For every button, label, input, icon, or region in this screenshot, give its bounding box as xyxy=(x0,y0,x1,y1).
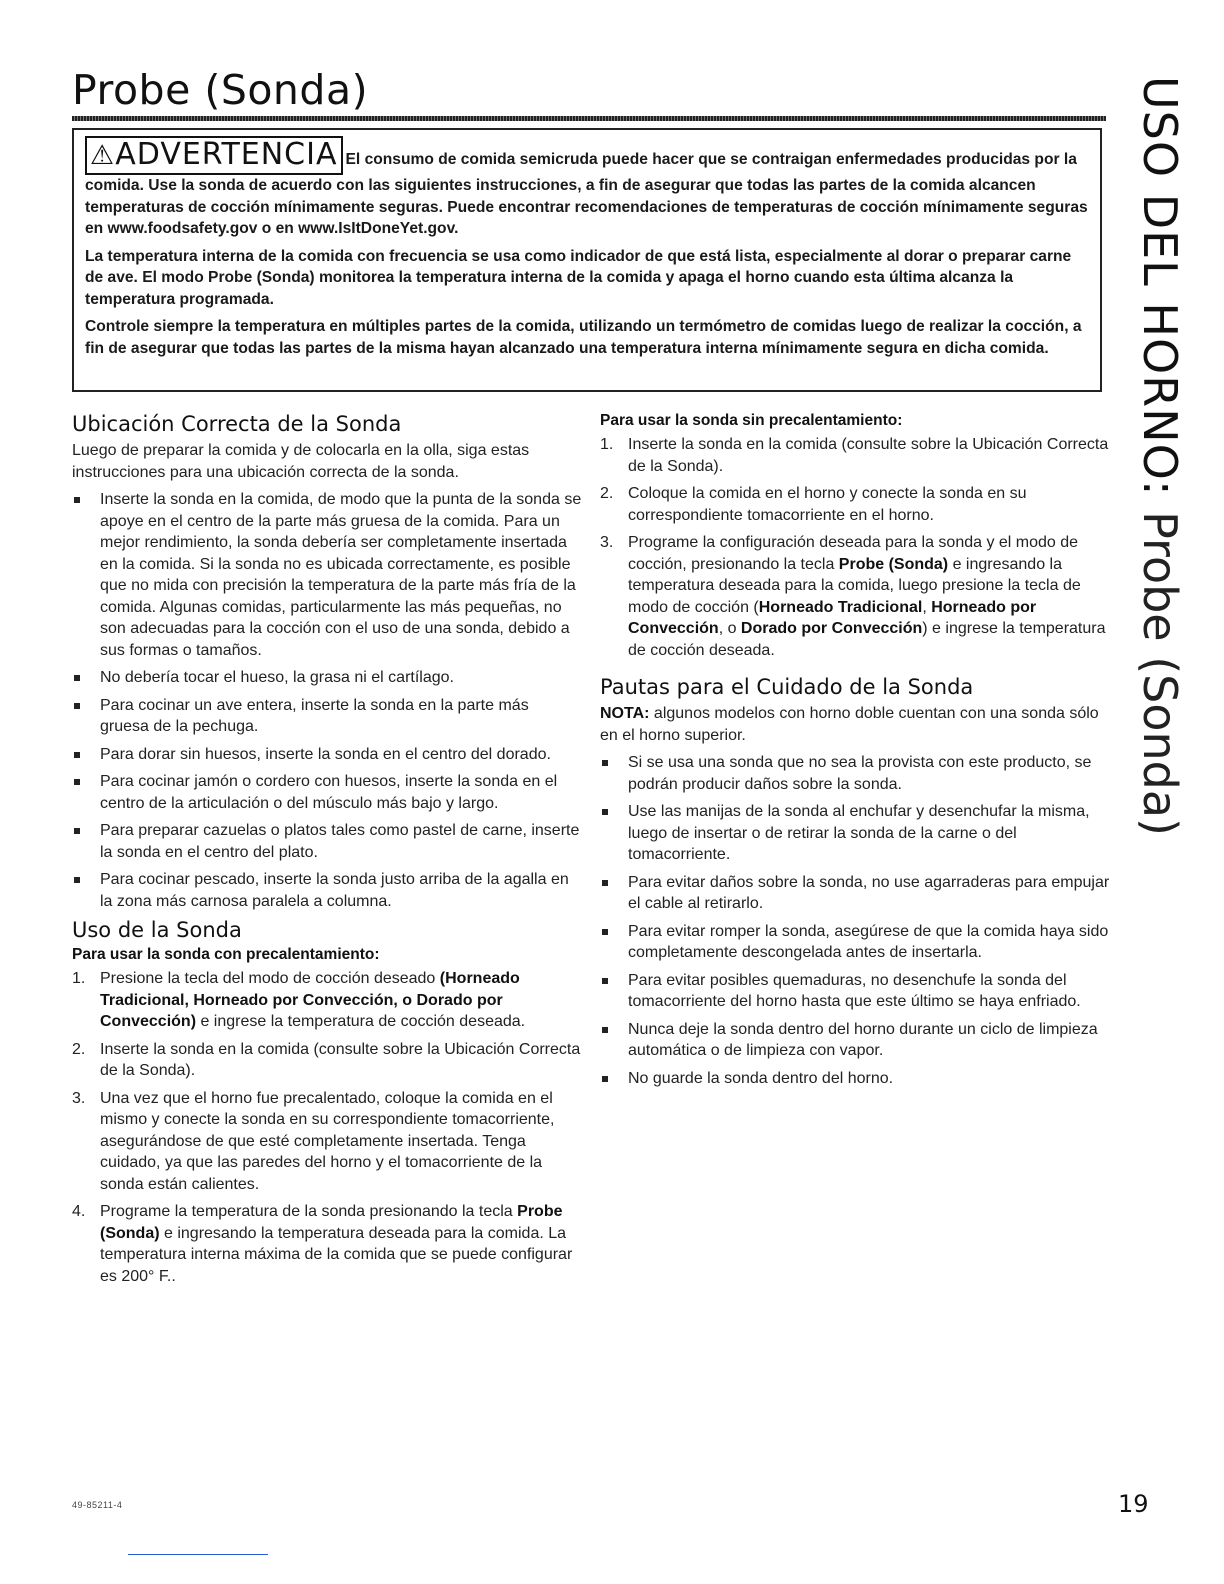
placement-heading: Ubicación Correcta de la Sonda xyxy=(72,412,402,436)
preheat-heading: Para usar la sonda con precalentamiento: xyxy=(72,946,380,963)
left-column xyxy=(72,412,582,1293)
care-item: Para evitar posibles quemaduras, no desenchufe la sonda del tomacorriente del horno hasta que este último se haya enfriado. xyxy=(600,970,1110,1013)
right-column xyxy=(600,412,1110,1095)
care-heading: Pautas para el Cuidado de la Sonda xyxy=(600,675,974,699)
side-tab-topic: Probe (Sonda) xyxy=(1133,511,1187,836)
placement-list xyxy=(72,489,582,912)
preheat-step: 1. Presione la tecla del modo de cocción deseado (Horneado Tradicional, Horneado por Convección, o Dorado por Convección) e ingrese la temperatura de cocción deseada. xyxy=(72,970,526,1030)
placement-item: Para cocinar pescado, inserte la sonda justo arriba de la agalla en la zona más carnosa paralela a columna. xyxy=(72,869,582,912)
placement-item: No debería tocar el hueso, la grasa ni el cartílago. xyxy=(72,667,582,689)
preheat-step: 4. Programe la temperatura de la sonda presionando la tecla Probe (Sonda) e ingresando la temperatura deseada para la comida. La temperatura interna máxima de la comida que se puede configurar es 200° F.. xyxy=(72,1203,573,1285)
bottom-rule xyxy=(128,1554,268,1555)
warning-paragraph-2: La temperatura interna de la comida con frecuencia se usa como indicador de que está lista, especialmente al dorar o preparar carne de ave. El modo Probe (Sonda) monitorea la temperatura interna de la comida y apaga el horno cuando esta última alcanza la temperatura programada. xyxy=(85,247,1072,308)
care-list xyxy=(600,752,1110,1089)
nopreheat-step: 1. Inserte la sonda en la comida (consulte sobre la Ubicación Correcta de la Sonda). xyxy=(600,436,1109,475)
side-section-tab xyxy=(1135,76,1185,836)
care-item: Si se usa una sonda que no sea la provista con este producto, se podrán producir daños sobre la sonda. xyxy=(600,752,1110,795)
nopreheat-heading: Para usar la sonda sin precalentamiento: xyxy=(600,412,903,429)
placement-item: Para cocinar jamón o cordero con huesos, inserte la sonda en el centro de la articulación o del músculo más bajo y largo. xyxy=(72,771,582,814)
page-number: 19 xyxy=(1118,1490,1149,1518)
care-item: Nunca deje la sonda dentro del horno durante un ciclo de limpieza automática o de limpieza con vapor. xyxy=(600,1019,1110,1062)
nopreheat-steps xyxy=(600,434,1110,661)
preheat-step: 2. Inserte la sonda en la comida (consulte sobre la Ubicación Correcta de la Sonda). xyxy=(72,1040,581,1079)
care-item: Use las manijas de la sonda al enchufar y desenchufar la misma, luego de insertar o de retirar la sonda de la carne o del tomacorriente. xyxy=(600,801,1110,866)
placement-intro: Luego de preparar la comida y de colocarla en la olla, siga estas instrucciones para una ubicación correcta de la sonda. xyxy=(72,442,530,481)
page-title: Probe (Sonda) xyxy=(72,66,369,114)
preheat-steps xyxy=(72,968,582,1287)
placement-item: Inserte la sonda en la comida, de modo que la punta de la sonda se apoye en el centro de la parte más gruesa de la comida. Para un mejor rendimiento, la sonda debería ser completamente insertada en la comida. Si la sonda no es ubicada correctamente, es posible que no mida con precisión la temperatura de la parte más fría de la comida. Algunas comidas, particularmente las más pequeñas, no son adecuadas para la cocción con el uso de una sonda, debido a sus formas o tamaños. xyxy=(72,489,582,661)
care-item: Para evitar romper la sonda, asegúrese de que la comida haya sido completamente descongelada antes de insertarla. xyxy=(600,921,1110,964)
nopreheat-step: 3. Programe la configuración deseada para la sonda y el modo de cocción, presionando la tecla Probe (Sonda) e ingresando la temperatura deseada para la comida, luego presione la tecla de modo de cocción (Horneado Tradicional, Horneado por Convección, o Dorado por Convección) e ingrese la temperatura de cocción deseada. xyxy=(600,534,1106,659)
care-note: NOTA: algunos modelos con horno doble cuentan con una sonda sólo en el horno superior. xyxy=(600,705,1099,744)
warning-text-1: El consumo de comida semicruda puede hacer que se contraigan enfermedades producidas por la comida. Use la sonda de acuerdo con las siguientes instrucciones, a fin de asegurar que todas las partes de la comida alcancen temperaturas de cocción mínimamente seguras. Puede encontrar recomendaciones de temperaturas de cocción mínimamente seguras en www.foodsafety.gov o en www.IsItDoneYet.gov. xyxy=(85,151,1088,237)
usage-heading: Uso de la Sonda xyxy=(72,918,242,942)
preheat-step: 3. Una vez que el horno fue precalentado, coloque la comida en el mismo y conecte la sonda en su correspondiente tomacorriente, asegurándose de que esté completamente insertada. Tenga cuidado, ya que las paredes del horno y el tomacorriente de la sonda están calientes. xyxy=(72,1089,555,1193)
placement-item: Para preparar cazuelas o platos tales como pastel de carne, inserte la sonda en el centro del plato. xyxy=(72,820,582,863)
warning-label: ⚠ADVERTENCIA xyxy=(85,136,343,175)
placement-item: Para dorar sin huesos, inserte la sonda en el centro del dorado. xyxy=(72,744,582,766)
note-label: NOTA: xyxy=(600,705,650,722)
warning-box xyxy=(72,128,1102,392)
warning-paragraph-3: Controle siempre la temperatura en múltiples partes de la comida, utilizando un termómetro de comidas luego de realizar la cocción, a fin de asegurar que todas las partes de la misma hayan alcanzado una temperatura interna mínimamente segura en dicha comida. xyxy=(85,318,1082,357)
care-item: Para evitar daños sobre la sonda, no use agarraderas para empujar el cable al retirarlo. xyxy=(600,872,1110,915)
warning-paragraph-1 xyxy=(85,136,1092,240)
nopreheat-step: 2. Coloque la comida en el horno y conecte la sonda en su correspondiente tomacorriente en el horno. xyxy=(600,485,1027,524)
warning-triangle-icon: ⚠ xyxy=(90,140,116,171)
care-item: No guarde la sonda dentro del horno. xyxy=(600,1068,1110,1090)
title-rule xyxy=(72,116,1106,121)
document-code: 49-85211-4 xyxy=(72,1500,123,1510)
placement-item: Para cocinar un ave entera, inserte la sonda en la parte más gruesa de la pechuga. xyxy=(72,695,582,738)
side-tab-section: USO DEL HORNO: xyxy=(1133,76,1187,497)
